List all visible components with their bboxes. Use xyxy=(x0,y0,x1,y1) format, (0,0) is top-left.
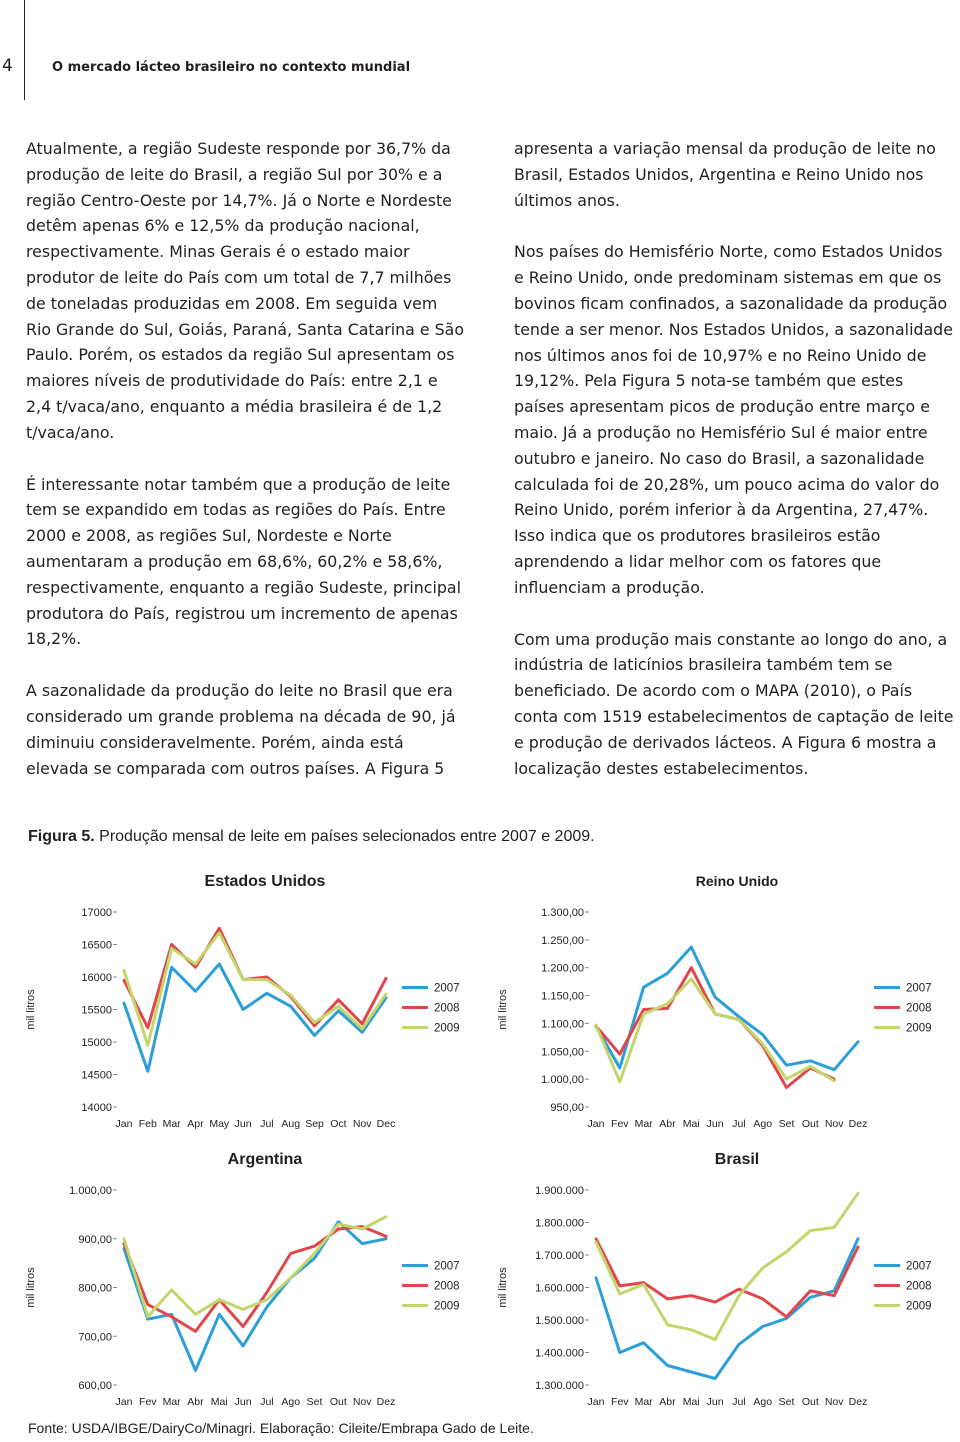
y-tick-label: 1.800.000 xyxy=(535,1217,584,1230)
x-tick-label: Jul xyxy=(260,1118,274,1130)
x-tick-label: Fev xyxy=(139,1396,157,1408)
figure-caption-text: Produção mensal de leite em países selecionados entre 2007 e 2009. xyxy=(99,828,595,845)
x-tick-label: Nov xyxy=(824,1396,844,1408)
x-tick-label: Oct xyxy=(330,1118,347,1130)
paragraph: Atualmente, a região Sudeste responde por 36,7% da produção de leite do Brasil, a região Sul por 30% e a região Centro-Oeste por 14,7%. Já o Norte e Nordeste detêm apenas 6% e 12,5% da produção nacional, respectivamente. Minas Gerais é o estado maior produtor de leite do País com um total de 7,7 milhões de toneladas produzidas em 2008. Em seguida vem Rio Grande do Sul, Goiás, Paraná, Santa Catarina e São Paulo. Porém, os estados da região Sul apresentam os maiores níveis de produtividade do País: entre 2,1 e 2,4 t/vaca/ano, enquanto a média brasileira é de 1,2 t/vaca/ano. xyxy=(26,139,464,442)
y-tick-label: 15500 xyxy=(81,1004,112,1017)
x-tick-label: Mar xyxy=(634,1118,653,1130)
running-title: O mercado lácteo brasileiro no contexto mundial xyxy=(52,60,411,75)
x-tick-label: Mar xyxy=(634,1396,653,1408)
paragraph: apresenta a variação mensal da produção de leite no Brasil, Estados Unidos, Argentina e Reino Unido nos últimos anos. xyxy=(514,139,936,210)
y-axis-label: mil litros xyxy=(497,1267,509,1308)
y-tick-label: 1.000,00 xyxy=(69,1185,112,1197)
chart-brasil xyxy=(492,1140,947,1420)
chart-svg xyxy=(492,862,947,1142)
x-tick-label: Mai xyxy=(210,1396,228,1408)
x-tick-label: Nov xyxy=(352,1118,372,1130)
series-line-2009 xyxy=(596,1193,858,1339)
x-tick-label: Set xyxy=(778,1396,795,1408)
x-tick-label: Mai xyxy=(682,1118,700,1130)
figure-label: Figura 5. xyxy=(28,828,95,845)
chart-title: Estados Unidos xyxy=(204,873,326,890)
chart-svg xyxy=(20,862,475,1142)
series-line-2009 xyxy=(124,1217,386,1317)
legend-label: 2007 xyxy=(906,982,932,995)
x-tick-label: Jan xyxy=(587,1396,605,1408)
y-tick-label: 1.700.000 xyxy=(535,1250,584,1262)
figure-source: Fonte: USDA/IBGE/DairyCo/Minagri. Elaboração: Cileite/Embrapa Gado de Leite. xyxy=(28,1420,534,1436)
x-tick-label: Dez xyxy=(376,1396,396,1408)
y-tick-label: 900,00 xyxy=(78,1233,112,1246)
x-tick-label: Fev xyxy=(611,1118,629,1130)
x-tick-label: Jun xyxy=(234,1118,252,1130)
y-tick-label: 600,00 xyxy=(78,1380,112,1392)
right-column xyxy=(514,136,954,807)
series-line-2008 xyxy=(596,1239,858,1317)
x-tick-label: Ago xyxy=(753,1396,773,1408)
y-tick-label: 1.900.000 xyxy=(535,1185,584,1197)
x-tick-label: Jun xyxy=(706,1396,724,1408)
legend-label: 2008 xyxy=(906,1002,932,1015)
legend-label: 2007 xyxy=(434,982,460,995)
x-tick-label: Dez xyxy=(848,1396,868,1408)
y-tick-label: 14500 xyxy=(81,1069,112,1082)
x-tick-label: Dec xyxy=(376,1118,396,1130)
chart-svg xyxy=(492,1140,947,1420)
x-tick-label: Out xyxy=(801,1118,819,1130)
y-tick-label: 700,00 xyxy=(78,1331,112,1344)
x-tick-label: Abr xyxy=(187,1396,204,1408)
y-tick-label: 1.050,00 xyxy=(541,1046,584,1059)
paragraph: É interessante notar também que a produção de leite tem se expandido em todas as regiões do País. Entre 2000 e 2008, as regiões Sul, Nordeste e Norte aumentaram a produção em 68,6%, 60,2% e 58,6%, respectivamente, enquanto a região Sudeste, principal produtora do País, registrou um incremento de apenas 18,2%. xyxy=(26,474,461,649)
x-tick-label: Fev xyxy=(611,1396,629,1408)
x-tick-label: Nov xyxy=(824,1118,844,1130)
legend-label: 2009 xyxy=(906,1022,932,1035)
x-tick-label: Jul xyxy=(260,1396,274,1408)
figure-caption xyxy=(28,828,595,846)
y-axis-label: mil litros xyxy=(497,989,509,1030)
x-tick-label: Mai xyxy=(682,1396,700,1408)
chart-svg xyxy=(20,1140,475,1420)
x-tick-label: Out xyxy=(329,1396,347,1408)
x-tick-label: Ago xyxy=(281,1396,301,1408)
x-tick-label: Jun xyxy=(234,1396,252,1408)
x-tick-label: Out xyxy=(801,1396,819,1408)
x-tick-label: Jun xyxy=(706,1118,724,1130)
paragraph: Nos países do Hemisfério Norte, como Estados Unidos e Reino Unido, onde predominam sistemas em que os bovinos ficam confinados, a sazonalidade da produção tende a ser menor. Nos Estados Unidos, a sazonalidade nos últimos anos foi de 10,97% e no Reino Unido de 19,12%. Pela Figura 5 nota-se também que estes países apresentam picos de produção entre março e maio. Já a produção no Hemisfério Sul é maior entre outubro e janeiro. No caso do Brasil, a sazonalidade calculada foi de 20,28%, um pouco acima do valor do Reino Unido, porém inferior à da Argentina, 27,47%. Isso indica que os produtores brasileiros estão aprendendo a lidar melhor com os fatores que influenciam a produção. xyxy=(514,242,953,597)
x-tick-label: Jan xyxy=(115,1396,133,1408)
x-tick-label: Feb xyxy=(138,1118,157,1130)
chart-title: Reino Unido xyxy=(695,873,779,889)
y-tick-label: 1.200,00 xyxy=(541,962,584,975)
x-tick-label: Jan xyxy=(587,1118,605,1130)
paragraph: Com uma produção mais constante ao longo do ano, a indústria de laticínios brasileira também tem se beneficiado. De acordo com o MAPA (2010), o País conta com 1519 estabelecimentos de captação de leite e produção de derivados lácteos. A Figura 6 mostra a localização destes estabelecimentos. xyxy=(514,629,954,778)
legend-label: 2009 xyxy=(434,1022,460,1035)
x-tick-label: Mar xyxy=(162,1118,181,1130)
y-tick-label: 1.300.000 xyxy=(535,1380,584,1392)
header-rule xyxy=(24,0,25,100)
legend-label: 2009 xyxy=(434,1300,460,1313)
x-tick-label: Sep xyxy=(305,1118,324,1130)
y-tick-label: 1.600.000 xyxy=(535,1282,584,1295)
x-tick-label: Abr xyxy=(659,1396,676,1408)
x-tick-label: Apr xyxy=(187,1118,204,1130)
x-tick-label: Nov xyxy=(352,1396,372,1408)
y-tick-label: 16500 xyxy=(81,939,112,952)
chart-title: Brasil xyxy=(714,1151,760,1168)
series-line-2007 xyxy=(596,1239,858,1379)
paragraph: A sazonalidade da produção do leite no Brasil que era considerado um grande problema na década de 90, já diminuiu consideravelmente. Porém, ainda está elevada se comparada com outros países. A Figura 5 xyxy=(26,681,456,778)
y-tick-label: 15000 xyxy=(81,1037,112,1049)
y-tick-label: 1.000,00 xyxy=(541,1074,584,1087)
series-line-2009 xyxy=(124,933,386,1046)
x-tick-label: Aug xyxy=(281,1118,301,1130)
x-tick-label: Jul xyxy=(732,1118,746,1130)
chart-reino-unido xyxy=(492,862,947,1142)
legend-label: 2007 xyxy=(906,1260,932,1273)
x-tick-label: Abr xyxy=(659,1118,676,1130)
legend-label: 2008 xyxy=(906,1280,932,1293)
legend-label: 2009 xyxy=(906,1300,932,1313)
y-tick-label: 14000 xyxy=(81,1102,112,1114)
series-line-2007 xyxy=(596,947,858,1070)
y-tick-label: 950,00 xyxy=(550,1102,584,1114)
y-axis-label: mil litros xyxy=(25,1267,37,1308)
y-tick-label: 1.150,00 xyxy=(541,990,584,1003)
y-tick-label: 1.500.000 xyxy=(535,1315,584,1327)
y-tick-label: 1.250,00 xyxy=(541,934,584,947)
y-tick-label: 17000 xyxy=(81,907,112,919)
x-tick-label: May xyxy=(209,1118,230,1130)
x-tick-label: Jul xyxy=(732,1396,746,1408)
page-number: 4 xyxy=(2,56,13,76)
chart-estados-unidos xyxy=(20,862,475,1142)
y-tick-label: 1.300,00 xyxy=(541,907,584,919)
y-axis-label: mil litros xyxy=(25,989,37,1030)
left-column xyxy=(26,136,466,807)
legend-label: 2008 xyxy=(434,1002,460,1015)
series-line-2007 xyxy=(124,1222,386,1371)
y-tick-label: 1.100,00 xyxy=(541,1018,584,1031)
legend-label: 2007 xyxy=(434,1260,460,1273)
y-tick-label: 800,00 xyxy=(78,1282,112,1295)
chart-title: Argentina xyxy=(227,1151,303,1168)
x-tick-label: Set xyxy=(778,1118,795,1130)
legend-label: 2008 xyxy=(434,1280,460,1293)
x-tick-label: Jan xyxy=(115,1118,133,1130)
x-tick-label: Ago xyxy=(753,1118,773,1130)
y-tick-label: 16000 xyxy=(81,972,112,984)
y-tick-label: 1.400.000 xyxy=(535,1347,584,1360)
x-tick-label: Dez xyxy=(848,1118,868,1130)
x-tick-label: Mar xyxy=(162,1396,181,1408)
x-tick-label: Set xyxy=(306,1396,323,1408)
chart-argentina xyxy=(20,1140,475,1420)
